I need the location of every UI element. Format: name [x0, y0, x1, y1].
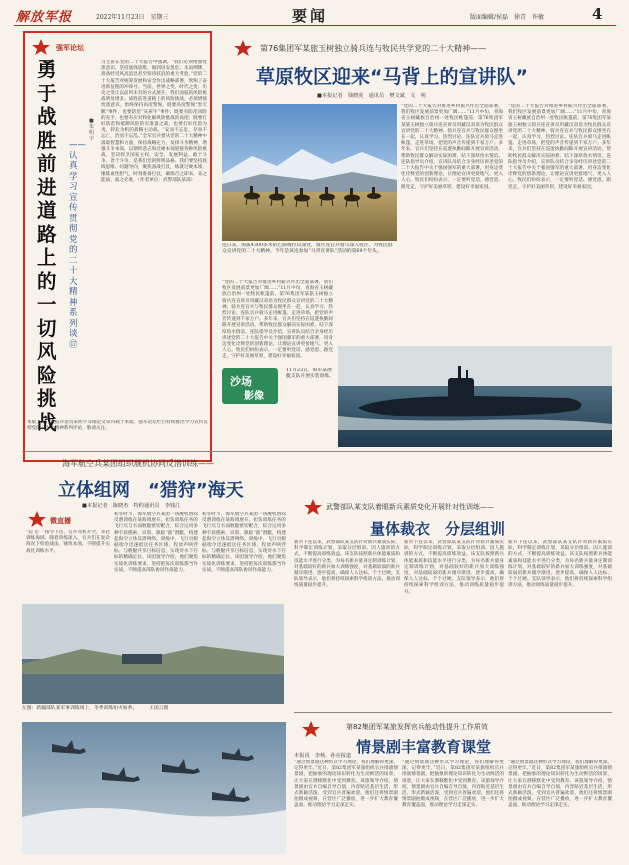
- article3-body-2: 新兵下连以来，武警部队某支队针对新兵素质实际，科学制定训练计划，采取分层组训、因人施训的方式，不断提高训练效益。该支队按照新兵体能素质和技能水平进行分类，为每名新兵量身定制训练计划，对基础较好的新兵加大训练强度，对基础较弱的新兵循序渐进、逐步提高，确保人人达标、个个过硬。支队领导表示，他们将持续探索科学组训方法，推动训练质量稳步提升。: [404, 540, 504, 595]
- issue-date: 2022年11月23日 星期三: [96, 14, 169, 21]
- article2-title: 立体组网 “猎狩”海天: [58, 480, 244, 501]
- article1-kicker: 第76集团军某旅玉树独立骑兵连与牧民共学党的二十大精神——: [260, 44, 487, 53]
- grassland-image: [222, 104, 397, 241]
- article1-body-mid: “党的二十大报告对推进乡村振兴作出全面部署，我们牧区发展前景更加广阔……”11月中旬，青海省玉树藏族自治州一处牧民帐篷前，第76集团军某旅玉树独立骑兵连宣讲员用藏汉双语为牧民群众宣讲党的二十大精神。骑兵连官兵与牧民群众围坐在一起，认真学习、热烈讨论。连队官兵骑马走进帐篷、走进草场，把党的声音传递到千家万户。多年来，官兵们坚持在巡逻执勤间隙开展宣讲活动，帮助牧民群众解决实际困难，结下深厚鱼水情谊。连队指导员介绍，宣讲队员结合亲身经历讲述党的二十大报告中关于强国强军的重大部署，用身边变化诠释党的创新理论，让理论宣讲更接地气、更入人心。牧民们纷纷表示，一定要听党话、感党恩、跟党走，守护好美丽草原，建设好幸福家园。: [401, 104, 503, 190]
- commentary-body: 习主席在党的二十大报告中强调，“我们必须增强忧患意识，坚持底线思维，做到居安思危、未雨绸缪，准备经受风高浪急甚至惊涛骇浪的重大考验。”党的二十大报告对统筹发展和安全作出战略部署，吹响了奋进新征程的冲锋号。当前，世界之变、时代之变、历史之变正以前所未有的方式展开，我们面临的风险挑战明显增多。战胜前进道路上的风险挑战，必须增强忧患意识，始终保持高度警惕，既要高度警惕“黑天鹅”事件，也要防范“灰犀牛”事件；既要有防范风险的先手，也要有应对和化解风险挑战的高招；既要打好防范和抵御风险的有准备之战，也要打好化险为夷、转危为机的战略主动战。“安而不忘危，存而不忘亡，治而不忘乱。”全军官兵要从党的二十大精神中汲取智慧和力量，保持战略定力，发扬斗争精神，增强斗争本领，以钢铁意志和过硬本领迎接各种风险挑战，坚决捍卫国家主权、安全、发展利益。敢于斗争、善于斗争，是我们党的鲜明品格。我们要坚持底线思维、问题导向，聚焦备战打仗，练就过硬本领，锤炼血性胆气，时刻准备打仗，确保召之即来、来之能战、战之必胜。（作者单位：武警部队某部）: [101, 60, 207, 183]
- section-divider-2: [294, 712, 612, 713]
- commentary-author: ■朱明宇: [89, 118, 95, 142]
- fighter-jets-image: [22, 722, 286, 854]
- article2-body-1: 初冬时节，海军航空兵某团一场舰机协同反潜训练在某海域展开。担负训练任务的飞行员与水面舰艇密切配合，综合运用多种手段搜索、识别、跟踪“敌”潜艇，构建起海空立体反潜网络。训练中，飞行员根据指令迅速抵达任务区域，投放声呐浮标，与舰艇共享目标信息，实现对水下目标的精确定位。该团领导介绍，他们聚焦实战化训练要求，坚持把每次训练都当作实战，不断提高部队协同作战能力。: [114, 512, 198, 573]
- star-emblem-small-icon: [302, 498, 324, 516]
- commentary-column-name: 强军论坛: [56, 43, 84, 52]
- shaying-label-1: 沙场: [230, 375, 252, 388]
- masthead: 解放军报: [16, 10, 73, 25]
- article4-title: 情景剧丰富教育课堂: [356, 738, 492, 756]
- coast-image: [22, 604, 284, 704]
- commentary-title: 勇于战胜前进道路上的一切风险挑战: [37, 58, 57, 434]
- article4-byline: 本报讯 李杨、孙亮报道: [294, 753, 352, 759]
- article3-body-1: 新兵下连以来，武警部队某支队针对新兵素质实际，科学制定训练计划，采取分层组训、因人施训的方式，不断提高训练效益。该支队按照新兵体能素质和技能水平进行分类，为每名新兵量身定制训练计划，对基础较好的新兵加大训练强度，对基础较弱的新兵循序渐进、逐步提高，确保人人达标、个个过硬。支队领导表示，他们将持续探索科学组训方法，推动训练质量稳步提升。: [294, 540, 400, 589]
- horse-riders-photo: [222, 104, 397, 241]
- article3-body-3: 新兵下连以来，武警部队某支队针对新兵素质实际，科学制定训练计划，采取分层组训、因人施训的方式，不断提高训练效益。该支队按照新兵体能素质和技能水平进行分类，为每名新兵量身定制训练计划，对基础较好的新兵加大训练强度，对基础较弱的新兵循序渐进、逐步提高，确保人人达标、个个过硬。支队领导表示，他们将持续探索科学组训方法，推动训练质量稳步提升。: [508, 540, 612, 589]
- article1-body-right: “党的二十大报告对推进乡村振兴作出全面部署，我们牧区发展前景更加广阔……”11月中旬，青海省玉树藏族自治州一处牧民帐篷前，第76集团军某旅玉树独立骑兵连宣讲员用藏汉双语为牧民群众宣讲党的二十大精神。骑兵连官兵与牧民群众围坐在一起，认真学习、热烈讨论。连队官兵骑马走进帐篷、走进草场，把党的声音传递到千家万户。多年来，官兵们坚持在巡逻执勤间隙开展宣讲活动，帮助牧民群众解决实际困难，结下深厚鱼水情谊。连队指导员介绍，宣讲队员结合亲身经历讲述党的二十大报告中关于强国强军的重大部署，用身边变化诠释党的创新理论，让理论宣讲更接地气、更入人心。牧民们纷纷表示，一定要听党话、感党恩、跟党走，守护好美丽草原，建设好幸福家园。: [508, 104, 611, 190]
- star-emblem-bottom-icon: [300, 720, 322, 738]
- micro-live-body: “起飞！”指令下达，官兵驾机升空，奔赴训练海域。随着训练深入，官兵们在复杂海况下检验战法，锤炼本领，不断提升实战化训练水平。: [26, 530, 110, 554]
- section-divider-1: [22, 451, 612, 452]
- article3-kicker: 武警部队某支队着眼新兵素质变化开展针对性训练——: [326, 503, 494, 511]
- fighter-jets-photo: [22, 722, 286, 854]
- micro-live-column: 微直播: [50, 516, 71, 525]
- article2-kicker: 海军航空兵某团组织舰机协同反潜训练——: [62, 459, 214, 468]
- submarine-photo: [338, 346, 612, 447]
- shaying-label-2: 影像: [244, 391, 264, 402]
- commentary-subtitle: ——认真学习宣传贯彻党的二十大精神系列谈⑰: [69, 140, 86, 350]
- commentary-note: 本版上方：该报评论员朱明宇等理论文章刊载于本版，强军论坛栏目持续推出学习宣传贯彻党的二十大精神系列评论，敬请关注。: [27, 420, 208, 432]
- star-emblem-icon: [232, 39, 254, 57]
- training-photo: [22, 604, 284, 704]
- submarine-image: [338, 346, 612, 447]
- article4-kicker: 第82集团军某旅发挥官兵能动性提升工作质效: [346, 723, 488, 731]
- submarine-caption: 11月23日，海军某潜艇支队开展实装训练。: [286, 368, 334, 380]
- article1-photo-caption: 连日来，海拔4300多米的巴颜喀拉山深处，骑兵连官兵骑马深入牧区，为牧民群众宣讲党的二十大精神。今年是该连参加“马背宣讲队”活动的第69个年头。: [222, 243, 393, 255]
- article4-body-2: “通过情景剧这种形式学习理论，我们理解得更深、记得更牢。”近日，第82集团军某旅组织官兵排演情景剧，把抽象的理论知识转化为生动鲜活的场景，让大家在潜移默化中受到教育。该旅领导介绍，情景剧由官兵自编自导自演，内容贴近基层生活，形式新颖活泼，受到官兵普遍欢迎。他们还将情景剧拍摄成视频，在营区广泛播放，进一步扩大教育覆盖面，推动理论学习走深走实。: [402, 760, 504, 809]
- article3-title: 量体裁衣 分层组训: [370, 520, 506, 538]
- star-logo-icon: [30, 38, 52, 56]
- article4-body-3: “通过情景剧这种形式学习理论，我们理解得更深、记得更牢。”近日，第82集团军某旅组织官兵排演情景剧，把抽象的理论知识转化为生动鲜活的场景，让大家在潜移默化中受到教育。该旅领导介绍，情景剧由官兵自编自导自演，内容贴近基层生活，形式新颖活泼，受到官兵普遍欢迎。他们还将情景剧拍摄成视频，在营区广泛播放，进一步扩大教育覆盖面，推动理论学习走深走实。: [508, 760, 612, 809]
- article1-body-left: “党的二十大报告对推进乡村振兴作出全面部署，我们牧区发展前景更加广阔……”11月中旬，青海省玉树藏族自治州一处牧民帐篷前，第76集团军某旅玉树独立骑兵连宣讲员用藏汉双语为牧民群众宣讲党的二十大精神。骑兵连官兵与牧民群众围坐在一起，认真学习、热烈讨论。连队官兵骑马走进帐篷、走进草场，把党的声音传递到千家万户。多年来，官兵们坚持在巡逻执勤间隙开展宣讲活动，帮助牧民群众解决实际困难，结下深厚鱼水情谊。连队指导员介绍，宣讲队员结合亲身经历讲述党的二十大报告中关于强国强军的重大部署，用身边变化诠释党的创新理论，让理论宣讲更接地气、更入人心。牧民们纷纷表示，一定要听党话、感党恩、跟党走，守护好美丽草原，建设好幸福家园。: [222, 280, 333, 360]
- article2-body-2: 初冬时节，海军航空兵某团一场舰机协同反潜训练在某海域展开。担负训练任务的飞行员与水面舰艇密切配合，综合运用多种手段搜索、识别、跟踪“敌”潜艇，构建起海空立体反潜网络。训练中，飞行员根据指令迅速抵达任务区域，投放声呐浮标，与舰艇共享目标信息，实现对水下目标的精确定位。该团领导介绍，他们聚焦实战化训练要求，坚持把每次训练都当作实战，不断提高部队协同作战能力。: [202, 512, 286, 573]
- micro-live-emblem-icon: [26, 510, 48, 528]
- article4-body-1: “通过情景剧这种形式学习理论，我们理解得更深、记得更牢。”近日，第82集团军某旅组织官兵排演情景剧，把抽象的理论知识转化为生动鲜活的场景，让大家在潜移默化中受到教育。该旅领导介绍，情景剧由官兵自编自导自演，内容贴近基层生活，形式新颖活泼，受到官兵普遍欢迎。他们还将情景剧拍摄成视频，在营区广泛播放，进一步扩大教育覆盖面，推动理论学习走深走实。: [294, 760, 398, 809]
- page-number: 4: [592, 5, 603, 23]
- article2-byline: ■本报记者 陈晓杰 特约通讯员 李钱江: [82, 503, 181, 509]
- bottom-note: 左图：新疆部队某军事训练场上，冬季训练如火如荼。 王国云摄: [22, 706, 169, 711]
- page-editors: 版面编辑/侯磊 徐青 许敏: [470, 14, 545, 21]
- shaying-yingxiang-badge: [222, 368, 278, 404]
- article1-byline: ■本报记者 钱晓虎 通讯员 樊文斌 文 明: [317, 93, 426, 99]
- section-title: 要闻: [292, 7, 329, 25]
- article1-title: 草原牧区迎来“马背上的宣讲队”: [256, 66, 528, 88]
